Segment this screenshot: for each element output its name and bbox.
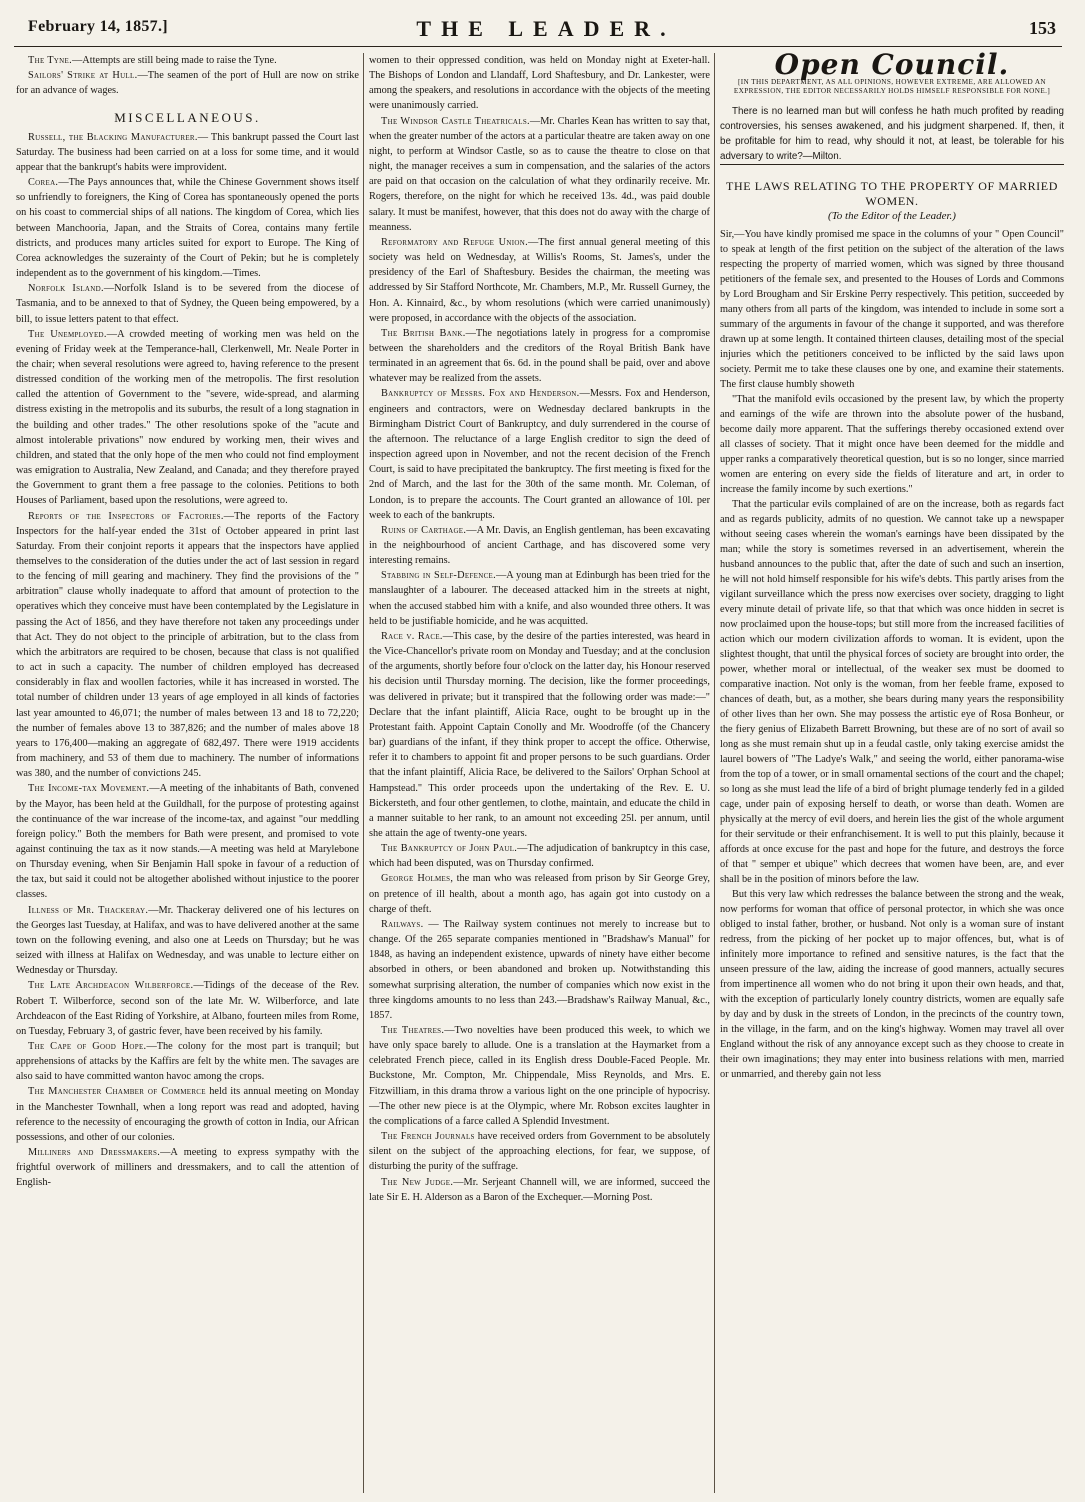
article-heading: The Cape of Good Hope.	[28, 1041, 147, 1052]
article-heading: The New Judge.	[381, 1176, 454, 1188]
article-heading: Corea.	[28, 177, 59, 189]
article-race	[369, 629, 710, 841]
newspaper-title: THE LEADER.	[416, 16, 676, 41]
issue-date: February 14, 1857.]	[28, 18, 168, 35]
article-norfolk	[16, 281, 359, 326]
article-tyne	[16, 53, 359, 68]
column-divider	[363, 53, 364, 1493]
article-heading: The Bankruptcy of John Paul.	[381, 843, 518, 855]
editorial-note: [IN THIS DEPARTMENT, AS ALL OPINIONS, HOWEVER EXTREME, ARE ALLOWED AN EXPRESSION, THE EDITOR NECESSARILY HOLDS HIMSELF RESPONSIBLE FOR NONE.]	[733, 78, 1051, 96]
article-body: —Messrs. Fox and Henderson, engineers and contractors, were on Wednesday declared bankrupts in the Birmingham District Court of Bankruptcy, and duly surrendered in the course of the afternoon. The reluctance of a large English creditor to sign the deed of inspection agreed upon in November, and not the recent decision of the French Court, is said to have precipitated the bankruptcy. The first meeting is fixed for the 2nd of March, and the last for the 30th of the same month. Mr. Coleman, of London, is to prepare the accounts. The Court granted an allowance of 10l. per week to each of the bankrupts.	[369, 388, 711, 521]
article-body: —Tidings of the decease of the Rev. Robert T. Wilberforce, second son of the late Mr. W. Wilberforce, and late Archdeacon of the East Riding of Yorkshire, at Albano, fourteen miles from Rome, on Tuesday, February 3, of gastric fever, have been received by his family.	[16, 980, 359, 1037]
column-divider	[714, 53, 715, 1493]
article-heading: The Windsor Castle Theatricals.	[381, 115, 530, 127]
article-body: — This bankrupt passed the Court last Saturday. The business had been carried on at a loss for some time, and it would appear that the bankrupt's habits were improvident.	[16, 131, 359, 173]
article-milliners	[16, 1145, 359, 1190]
article-body: —Norfolk Island is to be severed from the diocese of Tasmania, and to be annexed to that of Sydney, the Queen being empowered, by a bill, to issue letters patent to that effect.	[16, 283, 359, 325]
article-heading: Illness of Mr. Thackeray.	[28, 904, 149, 916]
article-john-paul	[369, 841, 710, 871]
milton-quote: There is no learned man but will confess he hath much profited by reading controversies, his senses awakened, and his judgment sharpened. If, then, it be profitable for him to read, why should it not, at least, be tolerable for his adversary to write?—Milton.	[720, 106, 1064, 163]
article-fox-henderson	[369, 386, 710, 522]
open-council-title: Open Council.	[774, 48, 1010, 81]
article-body: —Mr. Charles Kean has written to say that, when the greater number of the actors at a particular theatre are taken away on one night, to perform at Windsor Castle, so as to cause the theatre to close on that night, the manager receives a sum in compensation, and the salaries of the actors are paid on that occasion on the calculation of what they ordinarily receive. Mr. Rogers, therefore, on the night for which he received 13s. 4d., was paid double salary. It must be manifest, however, that this does not do away with the charge of meanness.	[369, 115, 710, 233]
article-thackeray	[16, 903, 359, 979]
article-body: —The adjudication of bankruptcy in this case, which had been disputed, was on Thursday confirmed.	[369, 843, 710, 870]
article-heading: Norfolk Island.	[28, 283, 104, 295]
article-heading: Reports of the Inspectors of Factories.	[28, 510, 224, 522]
letter-paragraph: But this very law which redresses the balance between the strong and the weak, now performs for woman that office of personal protector, in which she was once obliged to instal father, brother, or husband. Not only is a woman sure of instant redress, from the picking of her pocket up to major offences, but, what is of infinitely more importance to refined and sensitive natures, is the fact that the unseen pressure of the law, aiding the increase of good manners, actually secures from impertinence all women who do not bring it upon their own heads, and that, with the exception of particularly lonely country districts, women are equally safe by day and by dusk in the streets of London, in the precincts of the country town, in the village, in the farm, and on the king's highway. Women may travel all over England without the risk of any annoyance except such as they choose to create in their own imaginations; they may enter into business relations with men, married or unmarried, and thereby gain not less	[720, 889, 1064, 1081]
article-heading: Milliners and Dressmakers.	[28, 1147, 161, 1159]
article-heading: Reformatory and Refuge Union.	[381, 236, 528, 248]
article-factories	[16, 509, 359, 782]
letter-paragraph: "That the manifold evils occasioned by the present law, by which the property and earnings of the wife are thrown into the absolute power of the husband, become daily more apparent. That the sufferings thereby occasioned extend over all classes of society. That it might once have been deemed for the middle and upper ranks a comparatively theoretical question, but is so no longer, since married women are entering on every side the fields of literature and art, in order to increase the family income by such exertions."	[720, 394, 1064, 496]
article-body: the man who was released from prison by Sir George Grey, on pretence of ill health, about a month ago, has again got into custody on a charge of theft.	[369, 873, 710, 915]
article-body: have received orders from Government to be absolutely silent on the subject of the approaching elections, for fear, we suppose, of disturbing the purity of the suffrage.	[369, 1131, 710, 1173]
article-continuation: women to their oppressed condition, was held on Monday night at Exeter-hall. The Bishops of London and Llandaff, Lord Shaftesbury, and Dr. Lankester, were among the speakers, and resolutions in accordance with the objects of the meeting were unanimously carried.	[369, 55, 710, 112]
article-body: —A young man at Edinburgh has been tried for the manslaughter of a labourer. The deceased attacked him in the streets at night, when the accused stabbed him with a knife, and also wounded three others. It was held to be justifiable homicide, and he was acquitted.	[369, 570, 710, 627]
article-body: —A Mr. Davis, an English gentleman, has been excavating in the neighbourhood of ancient Carthage, and has discovered some very interesting remains.	[369, 524, 710, 567]
article-body: —The first annual general meeting of this society was held on Wednesday, at Willis's Rooms, St. James's, under the presidency of the Earl of Shaftesbury. Besides the chairman, the meeting was addressed by Sir Stafford Northcote, Mr. Chambers, M.P., Mr. Russell Gurney, the Hon. A. Kinnaird, &c., by whom resolutions (which were carried unanimously) were proposed, in accordance with the objects of the association.	[369, 236, 710, 324]
article-body: —The Pays announces that, while the Chinese Government shows itself so unfriendly to foreigners, the King of Corea has spontaneously opened the ports on his coast to commercial ships of all nations. The kingdom of Corea, which lies between Manchooria, Japan, and the Straits of Corea, contains many fertile districts, and produces many articles suited for export to Europe. The King of Corea acknowledges the suzerainty of the Court of Pekin; but he is completely independent as to the government of his kingdom.—Times.	[16, 177, 359, 280]
article-heading: George Holmes,	[381, 873, 454, 885]
article-body: —The reports of the Factory Inspectors for the half-year ended the 31st of October appeared in print last Saturday. From their conjoint reports it appears that the inspectors have applied themselves to the consideration of the duties under the act of last session in regard to the fencing of mill gearing and machinery. They find the provisions of the " arbitration" clause wholly inadequate to afford that amount of protection to the operatives which they conceive must have been contemplated by the Legislature in passing the Act of 1856, and they have therefore not taken any proceedings under that Act. They do not object to the principle of arbitration, but to the class from which the arbitrators are required to be chosen, because that class is not qualified to act in such a capacity. The number of children employed has decreased considerably in flax and woollen factories, while it has increased in worsted. The total number of children under 13 years of age employed in all kinds of factories last year amounted to 46,071; the number of males between 13 and 18 to 72,220; the number of females above 13 to 387,826; and the number of males above 18 years to 176,400—making an aggregate of 682,497. There were 1919 accidents from machinery, and 53 of them due to machinery. The number of informations was 380, and the number of convictions 245.	[16, 510, 360, 780]
article-unemployed	[16, 327, 359, 509]
article-heading: The Income-tax Movement.	[28, 783, 150, 795]
article-title: THE LAWS RELATING TO THE PROPERTY OF MARRIED WOMEN.	[726, 179, 1058, 209]
article-heading: The Late Archdeacon Wilberforce.	[28, 980, 194, 992]
article-heading: The Manchester Chamber of Commerce	[28, 1086, 206, 1098]
article-corea	[16, 175, 359, 281]
column-2	[369, 53, 710, 1205]
article-new-judge	[369, 1175, 710, 1205]
article-heading: Russell, the Blacking Manufacturer.	[28, 131, 198, 143]
article-sailors-strike	[16, 68, 359, 98]
article-cape	[16, 1039, 359, 1084]
article-body: —Two novelties have been produced this week, to which we have only space barely to allude. One is a translation at the Haymarket from a celebrated French piece, called in its English dress Double-Faced People. Mr. Buckstone, Mr. Compton, Mr. Chippendale, Miss Reynolds, and Mrs. E. Fitzwilliam, in this drama throw a various light on the one principle of hypocrisy.—The other new piece is at the Olympic, where Mr. Robson excites laughter in the complications of a farce called A Splendid Investment.	[369, 1025, 710, 1127]
article-heading: The Unemployed.	[28, 328, 107, 340]
article-body: —Attempts are still being made to raise the Tyne.	[71, 55, 277, 66]
article-heading: The Tyne.	[28, 55, 72, 66]
article-theatres	[369, 1023, 710, 1129]
article-reformatory	[369, 235, 710, 326]
masthead	[14, 16, 1076, 46]
article-body: —The colony for the most part is tranquil; but apprehensions of attacks by the Kaffirs are felt by the white men. The savages are also said to have committed wanton havoc among the crops.	[16, 1041, 359, 1083]
article-body: held its annual meeting on Monday in the Manchester Townhall, when a long report was read and adopted, having reference to the necessity of encouraging the growth of cotton in India, our African possessions, and other of our colonies.	[16, 1086, 359, 1143]
article-body: —The seamen of the port of Hull are now on strike for an advance of wages.	[16, 70, 359, 97]
article-body: —Mr. Thackeray delivered one of his lectures on the Georges last Tuesday, at Halifax, and was to have delivered another at the same town on the following evening, and also one at Leeds on Thursday; but he was seized with illness at Halifax on Wednesday, and was unable to lecture either on Wednesday or Thursday.	[16, 904, 360, 977]
page-number: 153	[1029, 18, 1056, 38]
article-heading: Stabbing in Self-Defence.	[381, 570, 496, 582]
article-wilberforce	[16, 978, 359, 1039]
article-heading: Sailors' Strike at Hull.	[28, 70, 138, 82]
article-british-bank	[369, 326, 710, 387]
article-body: —A meeting of the inhabitants of Bath, convened by the Mayor, has been held at the Guildhall, for the purpose of protesting against the continuance of the war increase of the income-tax, and against "our meddling foreign policy." Both the members for Bath were present, and promised to vote against continuing the tax as it now stands.—A meeting was held at Marylebone on Thursday evening, when Sir Benjamin Hall spoke in favour of a reduction of the tax, but said it could not be altogether abolished without injustice to the poorer classes.	[16, 783, 359, 901]
article-body: —A meeting to express sympathy with the frightful overwork of milliners and dressmakers, and to call the attention of English-	[16, 1147, 359, 1189]
article-railways	[369, 917, 710, 1023]
masthead-rule	[14, 46, 1062, 47]
section-heading-miscellaneous: MISCELLANEOUS.	[114, 110, 261, 126]
article-windsor	[369, 114, 710, 235]
article-heading: Race v. Race.	[381, 630, 443, 642]
article-heading: The British Bank.	[381, 327, 466, 339]
article-manchester	[16, 1084, 359, 1145]
column-3	[720, 48, 1064, 1082]
article-heading: The Theatres.	[381, 1025, 445, 1036]
article-body: —Mr. Serjeant Channell will, we are informed, succeed the late Sir E. H. Alderson as a Baron of the Exchequer.—Morning Post.	[369, 1176, 711, 1203]
article-holmes	[369, 871, 710, 916]
article-subtitle: (To the Editor of the Leader.)	[828, 210, 956, 223]
article-body: —This case, by the desire of the parties interested, was heard in the Vice-Chancellor's private room on Monday and Tuesday; and at the conclusion of the arguments, shortly before four o'clock on the latter day, his Honour reserved his decision until Thursday morning. The decision, like the former proceedings, was delivered in private; but it transpired that the following order was made:—" Declare that the infant plaintiff, Alicia Race, ought to be brought up in the Protestant faith. Appoint Captain Conolly and Mr. Woodroffe (of the Chancery bar) guardians of the infant, if they think proper to accept the office. Otherwise, refer it to chambers to appoint fit and proper persons to be such guardians. Order that the infant plaintiff, Alicia Race, be delivered to the Sailors' Orphan School at Hampstead." This order proceeds upon the undertaking of the Rev. E. U. Bickersteth, and four other gentlemen, to clothe, maintain, and educate the child in a manner suitable to her rank, to an amount not exceeding 25l. per annum, until she attain the age of twenty-one years.	[369, 630, 710, 839]
article-heading: Railways.	[381, 918, 424, 930]
letter-paragraph: That the particular evils complained of are on the increase, both as regards fact and as regards publicity, admits of no question. We cannot take up a newspaper without seeing cases wherein the woman's earnings have been dissipated by the man; while the story is sometimes reversed in an advertisement, wherein the husband announces to the public that, after the date of such and such an insertion, he will not hold himself responsible for his wife's debts. This partly arises from the vigilant surveillance which the press now exercises over society, dragging to light every minute detail of private life, so that that which was once hidden in secret is now proclaimed upon the house-tops; but still more from the increased facilities of action which our modern civilization affords to woman. It is evident, upon the slightest thought, that until the physical forces of society are brought into order, the power, whether moral or intellectual, of the weaker sex must be doomed to comparative inaction. Not only is the woman, from her feeble frame, exposed to chances of death, but, as a mother, she bears during many years the responsibility of other lives than her own. She may possess the artistic eye of Rosa Bonheur, or the fiery genius of Elizabeth Barrett Browning, but these are of no sort of avail so long as she must remain shut up in a feudal castle, only taking exercise amidst the laurel bowers of "The Ladye's Walk," and seeing the world, either panorama-wise from the top of a tower, or in small ornamental sections of the court and the chapel; so long as she must lead the life of a bird of bright plumage tenderly fed in a gilded cage, under pain of exposing herself to death, or worse than death. Women are physically at the mercy of evil doers, and herein lies the gist of the whole argument for their servitude or their enfranchisement. It is well to put this plainly, because it affords at once excuse for the past and hope for the future, and destroys the force of that " semper et ubique" which decrees that women have been, are, and ever shall be in the position of minors before the law.	[720, 499, 1064, 886]
article-body: —A crowded meeting of working men was held on the evening of Friday week at the Temperance-hall, Clerkenwell, Mr. Neale Porter in the chair; when several resolutions were agreed to, having reference to the present distressed condition of the working men of the metropolis. The first resolution called the attention of Government to the "severe, wide-spread, and alarming distress existing in the metropolis and its suburbs, the result of a long stagnation in the building and other trades." The other resolutions spoke of the "acute and almost intolerable privations" now endured by working men, their wives and children, and stated that the only hope of the men who could not find employment was emigration to Australia, New Zealand, and Canada; and they therefore prayed the Government to grant them a free passage to the colonies. Petitions to both Houses of Parliament, based upon the resolutions, were agreed to.	[16, 328, 359, 507]
column-1	[16, 53, 359, 1191]
article-income-tax	[16, 781, 359, 902]
article-body: — The Railway system continues not merely to increase but to change. Of the 265 separate companies mentioned in "Bradshaw's Manual" for 1848, as having an independent existence, upwards of ninety have either become absorbed in others, or been abandoned and broken up. Notwithstanding this somewhat surprising alteration, the number of companies which now exist in the three kingdoms amounts to no less than 243.—Bradshaw's Railway Manual, &c., 1857.	[369, 918, 710, 1021]
article-russell	[16, 130, 359, 175]
letter-paragraph: Sir,—You have kindly promised me space in the columns of your " Open Council" to speak at length of the first petition on the subject of the alteration of the laws respecting the property of married women, which was signed by three thousand petitioners of the female sex, and presented to the Houses of Lords and Commons by Lord Brougham and Sir Erskine Perry respectively. This petition, succeeded by many others from all parts of the kingdom, was intended to include in some sort a summary of the arguments in favour of the change it supported, and was therefore drawn up at some length. It contained thirteen clauses, detailing most of the special injuries which the petitioners conceived to be inflicted by the said laws upon society. Permit me to take these clauses one by one, and examine their statements. The first clause humbly showeth	[720, 229, 1064, 391]
article-heading: Bankruptcy of Messrs. Fox and Henderson.	[381, 388, 580, 400]
article-carthage	[369, 523, 710, 568]
article-heading: Ruins of Carthage.	[381, 524, 467, 536]
article-heading: The French Journals	[381, 1131, 475, 1143]
article-body: —The negotiations lately in progress for a compromise between the shareholders and the creditors of the Royal British Bank have terminated in an agreement that 6s. 6d. in the pound shall be paid, over and above whatever may be realized from the assets.	[369, 327, 710, 385]
article-french-journals	[369, 1129, 710, 1174]
section-rule	[720, 164, 1064, 165]
article-stabbing	[369, 568, 710, 629]
